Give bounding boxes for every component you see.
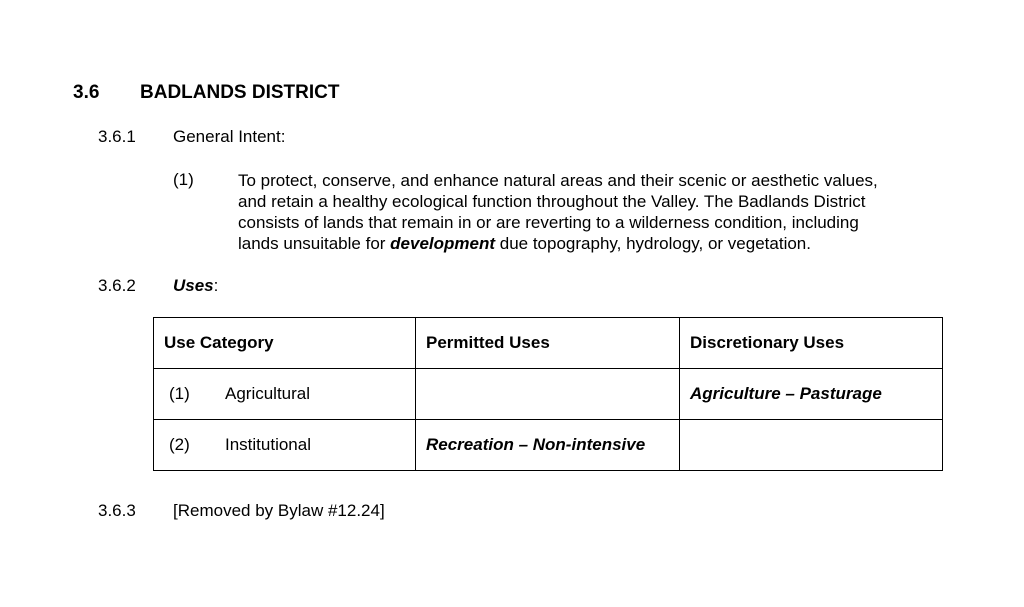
section-number: 3.6 xyxy=(73,82,100,103)
category-name: Agricultural xyxy=(225,384,311,403)
table-row xyxy=(154,369,943,420)
category-number: (2) xyxy=(169,435,190,454)
uses-table xyxy=(153,317,943,471)
header-use-category: Use Category xyxy=(154,318,416,369)
defined-term: development xyxy=(390,234,496,253)
table-header-row xyxy=(154,318,943,369)
subsection-number: 3.6.1 xyxy=(98,127,136,146)
defined-term: Uses xyxy=(173,276,214,295)
category-number: (1) xyxy=(169,384,190,403)
clause-text xyxy=(238,170,938,254)
category-cell xyxy=(154,369,416,420)
section-title: BADLANDS DISTRICT xyxy=(140,82,340,103)
clause-line xyxy=(238,233,938,254)
label-suffix: : xyxy=(213,276,219,295)
header-permitted-uses: Permitted Uses xyxy=(416,318,680,369)
subsection-label: General Intent: xyxy=(173,127,286,146)
table-row xyxy=(154,420,943,471)
subsection-number: 3.6.3 xyxy=(98,501,136,520)
removed-note: [Removed by Bylaw #12.24] xyxy=(173,501,385,520)
clause-line: To protect, conserve, and enhance natural areas and their scenic or aesthetic values, xyxy=(238,171,878,190)
clause-line: and retain a healthy ecological function throughout the Valley. The Badlands District xyxy=(238,192,866,211)
category-cell xyxy=(154,420,416,471)
clause-line-text: lands unsuitable for xyxy=(238,234,391,253)
discretionary-cell: Agriculture – Pasturage xyxy=(680,369,943,420)
permitted-cell: Recreation – Non-intensive xyxy=(416,420,680,471)
clause-number: (1) xyxy=(173,170,194,189)
permitted-cell xyxy=(416,369,680,420)
header-discretionary-uses: Discretionary Uses xyxy=(680,318,943,369)
category-name: Institutional xyxy=(225,435,311,454)
discretionary-cell xyxy=(680,420,943,471)
clause-line-text: due topography, hydrology, or vegetation. xyxy=(495,234,811,253)
clause-line: consists of lands that remain in or are reverting to a wilderness condition, including xyxy=(238,213,859,232)
subsection-label xyxy=(173,276,218,296)
subsection-number: 3.6.2 xyxy=(98,276,136,295)
